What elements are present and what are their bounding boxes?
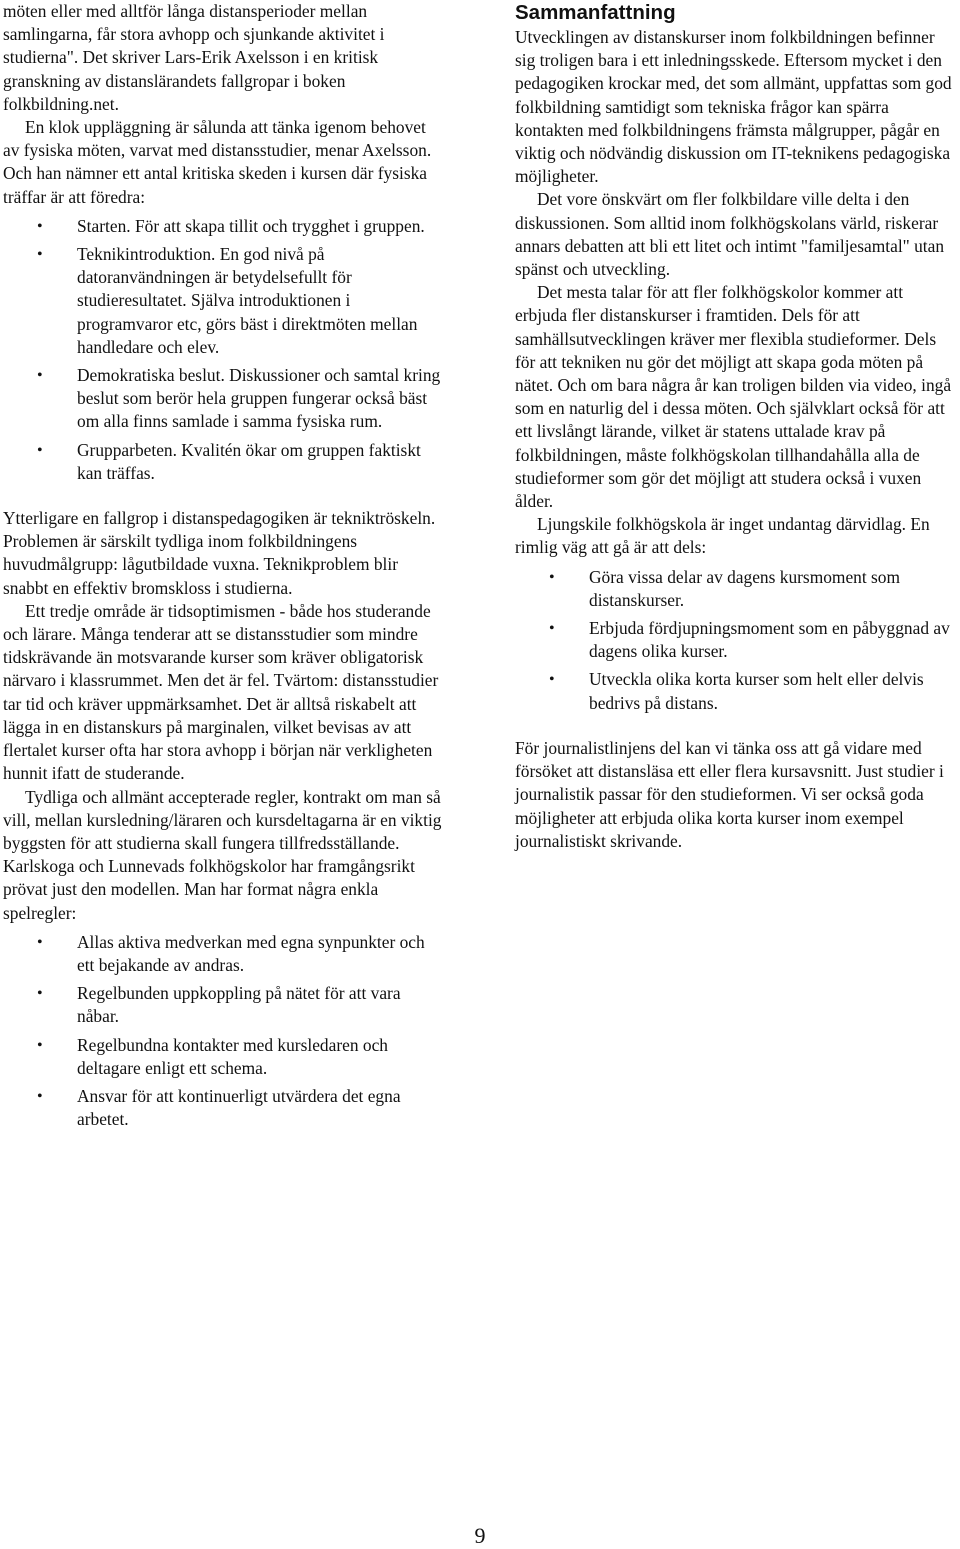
paragraph-ljungskile: Ljungskile folkhögskola är inget undantag därvidlag. En rimlig väg att gå är att dels: bbox=[515, 514, 930, 558]
bullet-icon: • bbox=[37, 367, 43, 385]
bullet-icon: • bbox=[549, 671, 555, 689]
right-column bbox=[515, 0, 957, 853]
bullet-icon: • bbox=[37, 217, 43, 235]
list-item: • Allas aktiva medverkan med egna synpunkter och ett bejakande av andras. bbox=[37, 931, 425, 975]
paragraph-physical-meetings: En klok uppläggning är sålunda att tänka igenom behovet av fysiska möten, varvat med distansstudier, menar Axelsson. Och han nämner ett antal kritiska skeden i kursen där fysiska träffar är att föredra: bbox=[3, 117, 432, 207]
section-heading: Sammanfattning bbox=[515, 1, 676, 24]
paragraph-technology-threshold: Ytterligare en fallgrop i distanspedagogiken är tekniktröskeln. Problemen är särskilt tydliga inom folkbildningens huvudmålgrupp: lågutbildade vuxna. Teknikproblem blir snabbt en effektiv bromskloss i studierna. bbox=[3, 508, 436, 598]
list-item: • Grupparbeten. Kvalitén ökar om gruppen faktiskt kan träffas. bbox=[37, 439, 421, 483]
list-item: • Teknikintroduktion. En god nivå på datoranvändningen är betydelsefullt för studieresultatet. Själva introduktionen i programvaror etc, görs bäst i direktmöten mellan handledare och elev. bbox=[37, 244, 418, 357]
paragraph-time-optimism: Ett tredje område är tidsoptimismen - både hos studerande och lärare. Många tenderar att se distansstudier som mindre tidskrävande än motsvarande kurser som kräver obligatorisk närvaro i klassrummet. Men det är fel. Tvärtom: distansstudier tar tid och kräver uppmärksamhet. Det är alltså riskabelt att lägga in en distanskurs på marginalen, vilket bevisas av att flertalet kurser ofta har stora avhopp i början när verkligheten hunnit ifatt de studerande. bbox=[3, 600, 439, 784]
bullet-icon: • bbox=[37, 985, 43, 1003]
game-rules-list bbox=[3, 931, 443, 1132]
paragraph-intro-continued: möten eller med alltför långa distansperioder mellan samlingarna, får stora avhopp och sjunkande aktivitet i studierna". Det skriver Lars-Erik Axelsson i en kritisk granskning av distanslärandets fallgropar i boken folkbildning.net. bbox=[3, 1, 385, 114]
paragraph-discussion: Det vore önskvärt om fler folkbildare ville delta i den diskussionen. Som alltid inom folkhögskolans värld, riskerar annars debatten att bli ett litet och intimt "familjesamtal" utan spänst och utveckling. bbox=[515, 189, 945, 280]
list-item: • Ansvar för att kontinuerligt utvärdera det egna arbetet. bbox=[37, 1085, 401, 1130]
list-item: • Utveckla olika korta kurser som helt eller delvis bedrivs på distans. bbox=[549, 669, 924, 713]
list-item: • Starten. För att skapa tillit och trygghet i gruppen. bbox=[77, 215, 443, 238]
list-item: • Göra vissa delar av dagens kursmoment som distanskurser. bbox=[549, 566, 901, 610]
paragraph-rules: Tydliga och allmänt accepterade regler, kontrakt om man så vill, mellan kursledning/läraren och kursdeltagarna är en viktig byggsten för att studierna skall fungera tillfredsställande. Karlskoga och Lunnevads folkhögskolor har framgångsrikt prövat just den modellen. Man har format några enkla spelregler: bbox=[3, 786, 442, 923]
bullet-icon: • bbox=[37, 1087, 43, 1105]
bullet-icon: • bbox=[37, 246, 43, 264]
plan-list bbox=[515, 566, 957, 715]
list-item: • Regelbundna kontakter med kursledaren och deltagare enligt ett schema. bbox=[37, 1034, 388, 1078]
bullet-icon: • bbox=[549, 620, 555, 638]
left-column bbox=[3, 0, 443, 1136]
paragraph-future-courses: Det mesta talar för att fler folkhögskolor kommer att erbjuda fler distanskurser i framtiden. Dels för att samhällsutvecklingen kräver mer flexibla studieformer. Dels för att tekniken nu gör det möjligt att skapa goda möten på nätet. Och om bara några år kan troligen bilden via video, ingå som en naturlig del i dessa möten. Och självklart också för att ett livslångt lärande, vilket är statens uttalade krav på folkbildningen, måste folkhögskolan tillhandahålla alla de studieformer som gör det möjligt att studera också i vuxen ålder. bbox=[515, 282, 952, 512]
page-number: 9 bbox=[474, 1523, 486, 1548]
paragraph-journalism: För journalistlinjens del kan vi tänka oss att gå vidare med försöket att distansläsa ett eller flera kursavsnitt. Just studier i journalistik passar för den studieformen. Vi ser också goda möjligheter att erbjuda olika korta kurser inom exempel journalistiskt skrivande. bbox=[515, 737, 944, 851]
list-item: • Erbjuda fördjupningsmoment som en påbyggnad av dagens olika kurser. bbox=[549, 618, 950, 662]
bullet-icon: • bbox=[549, 568, 555, 586]
bullet-icon: • bbox=[37, 441, 43, 459]
critical-stages-list bbox=[3, 215, 443, 485]
list-item: • Regelbunden uppkoppling på nätet för att vara nåbar. bbox=[37, 983, 401, 1027]
bullet-icon: • bbox=[37, 933, 43, 951]
bullet-icon: • bbox=[37, 1036, 43, 1054]
paragraph-summary: Utvecklingen av distanskurser inom folkbildningen befinner sig troligen bara i ett inledningsskede. Eftersom mycket i den pedagogiken krockar med, det som allmänt, uppfattas som god folkbildning samtidigt som tekniska frågor kan spärra kontakten med folkbildningens främsta målgrupper, pågår en viktig och nödvändig diskussion om IT-teknikens pedagogiska möjligheter. bbox=[515, 27, 952, 187]
list-item: • Demokratiska beslut. Diskussioner och samtal kring beslut som berör hela gruppen fungerar också bäst om alla finns samlade i samma fysiska rum. bbox=[37, 365, 441, 432]
